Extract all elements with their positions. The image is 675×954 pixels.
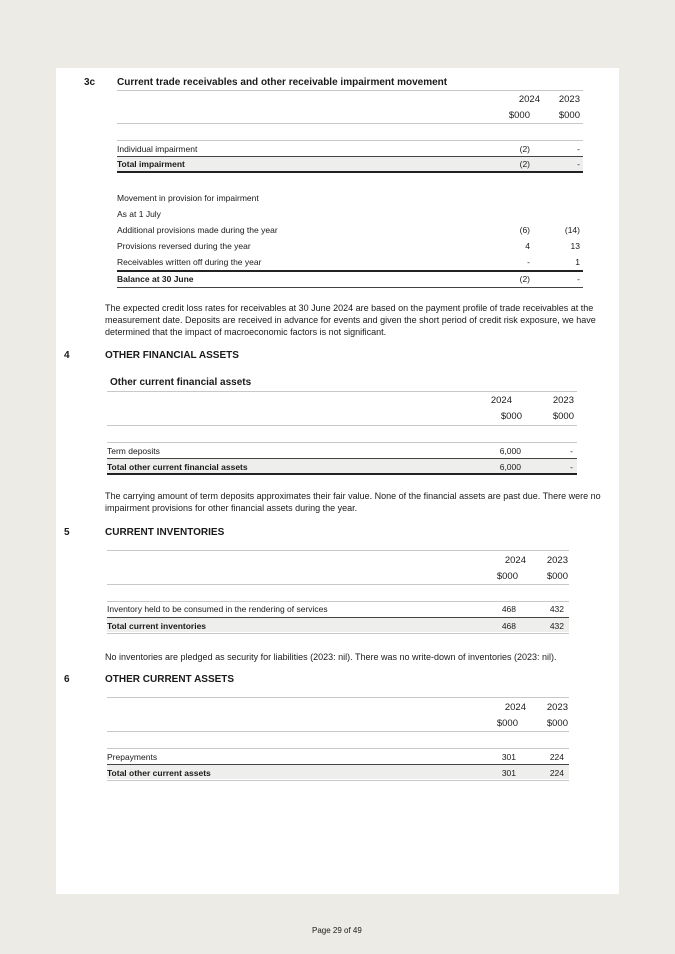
column-header-prior: 2023 (552, 395, 574, 406)
row-value-prior: (14) (564, 225, 580, 235)
row-value-prior: 224 (549, 752, 564, 762)
note-number: 5 (64, 527, 70, 538)
row-label: As at 1 July (117, 209, 161, 219)
divider (107, 617, 569, 618)
row-value-current: (2) (519, 144, 530, 154)
total-value-current: 6,000 (499, 462, 521, 472)
row-label: Inventory held to be consumed in the rendering of services (107, 604, 328, 614)
divider (107, 748, 569, 749)
divider (117, 140, 583, 141)
divider (107, 584, 569, 585)
note-paragraph: No inventories are pledged as security for liabilities (2023: nil). There was no write-down of inventories (2023: nil). (105, 652, 557, 662)
column-header-prior: 2023 (546, 555, 568, 566)
total-value-prior: - (570, 462, 573, 472)
column-unit-current: $000 (500, 411, 522, 422)
note-number: 3c (84, 77, 96, 88)
subsection-label: Movement in provision for impairment (117, 193, 259, 203)
row-value-prior: - (577, 144, 580, 154)
column-unit-prior: $000 (552, 411, 574, 422)
total-value-prior: - (577, 159, 580, 169)
total-row-label: Total other current assets (107, 768, 211, 778)
note-title: Current trade receivables and other receivable impairment movement (117, 77, 448, 88)
column-header-current: 2024 (504, 555, 526, 566)
divider (117, 270, 583, 272)
row-value-prior: 432 (549, 604, 564, 614)
divider (107, 731, 569, 732)
column-unit-prior: $000 (546, 718, 568, 729)
row-value-prior: - (570, 446, 573, 456)
divider (107, 764, 569, 765)
column-unit-current: $000 (496, 718, 518, 729)
note-title: CURRENT INVENTORIES (105, 527, 225, 538)
column-header-current: 2024 (518, 94, 540, 105)
row-label: Provisions reversed during the year (117, 241, 251, 251)
divider (107, 633, 569, 634)
column-unit-current: $000 (496, 571, 518, 582)
note-paragraph: The carrying amount of term deposits approximates their fair value. None of the financial assets are past due. There were no impairment provisions for other financial assets during the year. (105, 491, 601, 513)
row-label: Individual impairment (117, 144, 198, 154)
note-number: 4 (64, 350, 70, 361)
page-number: Page 29 of 49 (312, 926, 362, 935)
row-value-current: 301 (501, 752, 516, 762)
row-label: Term deposits (107, 446, 160, 456)
total-row-label: Total impairment (117, 159, 185, 169)
divider (117, 123, 583, 124)
divider (107, 780, 569, 781)
row-value-current: 4 (525, 241, 530, 251)
divider (107, 425, 577, 426)
divider (117, 171, 583, 173)
column-header-prior: 2023 (558, 94, 580, 105)
row-label: Additional provisions made during the year (117, 225, 278, 235)
divider (107, 550, 569, 551)
note-title: OTHER FINANCIAL ASSETS (105, 350, 239, 361)
divider (107, 697, 569, 698)
total-value-current: 301 (501, 768, 516, 778)
total-value-current: (2) (519, 159, 530, 169)
note-title: OTHER CURRENT ASSETS (105, 674, 235, 685)
row-value-current: 6,000 (499, 446, 521, 456)
row-value-current: 468 (501, 604, 516, 614)
total-value-prior: 224 (549, 768, 564, 778)
total-value-current: 468 (501, 621, 516, 631)
row-label: Prepayments (107, 752, 158, 762)
column-unit-prior: $000 (546, 571, 568, 582)
divider (107, 601, 569, 602)
divider (117, 287, 583, 288)
total-row-label: Total other current financial assets (107, 462, 248, 472)
divider (117, 156, 583, 157)
column-unit-current: $000 (508, 110, 530, 121)
row-value-current: (6) (519, 225, 530, 235)
note-paragraph: The expected credit loss rates for receivables at 30 June 2024 are based on the payment profile of trade receivables at the measurement date. Deposits are received in advance for events and given the short period of credit risk exposure, we have determined that the impact of macroeconomic factors is not significant. (105, 303, 596, 337)
row-label: Receivables written off during the year (117, 257, 262, 267)
table-subtitle: Other current financial assets (110, 377, 252, 388)
divider (107, 391, 577, 392)
column-header-current: 2024 (490, 395, 512, 406)
divider (107, 473, 577, 475)
row-value-prior: 1 (575, 257, 580, 267)
total-row-label: Total current inventories (107, 621, 207, 631)
total-value-prior: 432 (549, 621, 564, 631)
divider (107, 458, 577, 459)
total-value-prior: - (577, 274, 580, 284)
row-value-current: - (527, 257, 530, 267)
total-value-current: (2) (519, 274, 530, 284)
note-number: 6 (64, 674, 70, 685)
total-row-label: Balance at 30 June (117, 274, 194, 284)
column-unit-prior: $000 (558, 110, 580, 121)
column-header-prior: 2023 (546, 702, 568, 713)
divider (117, 90, 583, 91)
row-value-prior: 13 (570, 241, 580, 251)
divider (107, 442, 577, 443)
column-header-current: 2024 (504, 702, 526, 713)
